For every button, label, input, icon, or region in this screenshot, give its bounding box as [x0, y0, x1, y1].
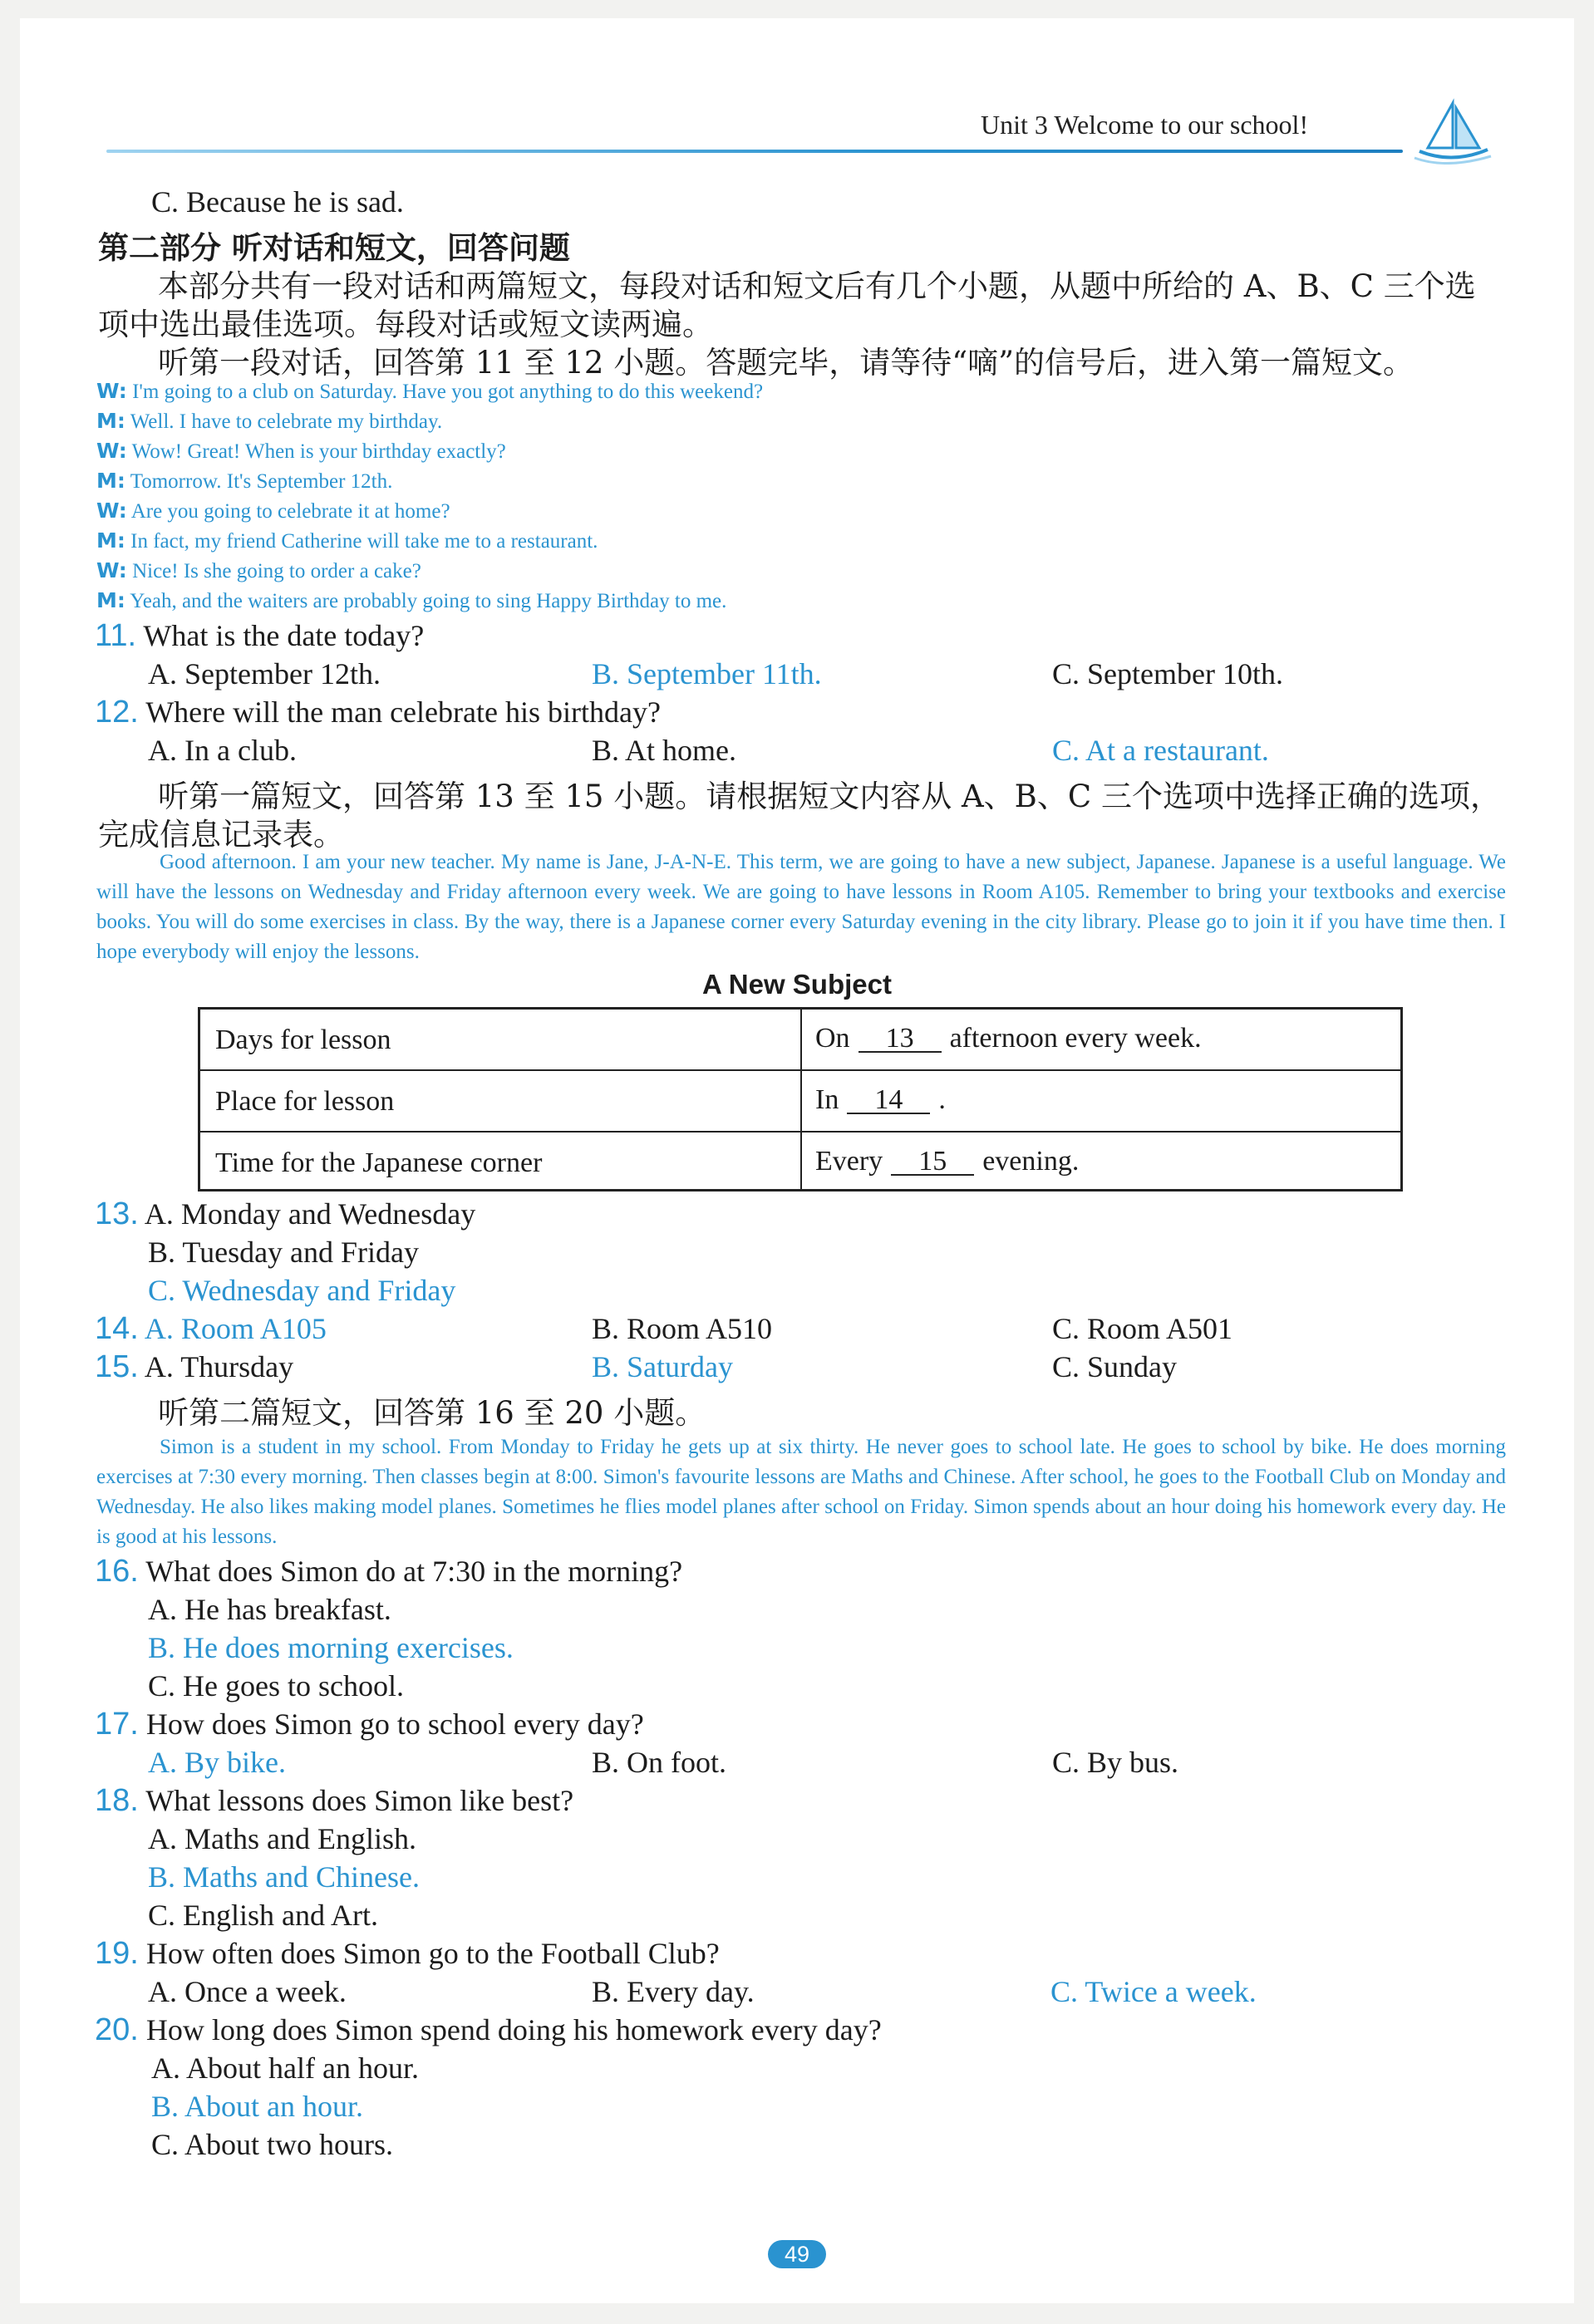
q17-option-c: C. By bus.: [1052, 1746, 1179, 1779]
blank-13[interactable]: 13: [858, 1026, 942, 1053]
q13-option-b: B. Tuesday and Friday: [148, 1236, 420, 1269]
prev-question-option-c: C. Because he is sad.: [151, 185, 404, 219]
dialogue-line: M: Well. I have to celebrate my birthday.: [96, 409, 443, 433]
q20-option-a: A. About half an hour.: [151, 2051, 419, 2085]
table-title: A New Subject: [702, 969, 892, 1000]
question-20: 20. How long does Simon spend doing his homework every day?: [95, 2012, 882, 2047]
q12-option-c-answer: C. At a restaurant.: [1052, 734, 1269, 767]
dialogue-line: W: Are you going to celebrate it at home?: [96, 499, 450, 523]
dialogue-line: W: Wow! Great! When is your birthday exactly?: [96, 439, 506, 463]
q14-option-a-answer: 14. A. Room A105: [95, 1311, 327, 1346]
q12-option-a: A. In a club.: [148, 734, 297, 767]
instruction-passage1-line1: 听第一篇短文，回答第 13 至 15 小题。请根据短文内容从 A、B、C 三个选项中选择正确的选项，: [158, 779, 1501, 814]
dialogue-line: M: Tomorrow. It's September 12th.: [96, 469, 393, 493]
q12-option-b: B. At home.: [592, 734, 737, 767]
passage-2-script: Simon is a student in my school. From Monday to Friday he gets up at six thirty. He never goes to school late. He goes to school by bike. He does morning exercises at 7:30 every morning. Then classes begin at 8:00. Simon's favourite lessons are Maths and Chinese. After school, he goes to the Football Club on Monday and Wednesday. He also likes making model planes. Sometimes he flies model planes after school on Friday. Simon spends about an hour doing his homework every day. He is good at his lessons.: [96, 1436, 1506, 1548]
blank-15[interactable]: 15: [891, 1149, 974, 1176]
dialogue-line: W: I'm going to a club on Saturday. Have you got anything to do this weekend?: [96, 379, 764, 403]
table-row: [200, 1071, 1400, 1133]
dialogue-line: M: In fact, my friend Catherine will take me to a restaurant.: [96, 528, 598, 553]
q14-option-c: C. Room A501: [1052, 1312, 1233, 1345]
question-11: 11. What is the date today?: [95, 618, 425, 653]
q11-option-a: A. September 12th.: [148, 657, 381, 690]
table-cell-value: In 14 .: [815, 1084, 946, 1115]
blank-14[interactable]: 14: [847, 1088, 930, 1114]
q17-option-b: B. On foot.: [592, 1746, 726, 1779]
q19-option-c-answer: C. Twice a week.: [1050, 1975, 1257, 2008]
q11-option-c: C. September 10th.: [1052, 657, 1283, 690]
question-18: 18. What lessons does Simon like best?: [95, 1783, 574, 1818]
sailboat-icon: [1413, 98, 1493, 165]
question-12: 12. Where will the man celebrate his birthday?: [95, 695, 661, 730]
table-cell-label: Days for lesson: [215, 1024, 391, 1055]
q16-option-c: C. He goes to school.: [148, 1669, 404, 1702]
table-cell-label: Time for the Japanese corner: [215, 1147, 543, 1178]
q19-option-a: A. Once a week.: [148, 1975, 347, 2008]
q16-option-b-answer: B. He does morning exercises.: [148, 1631, 514, 1664]
q15-option-b-answer: B. Saturday: [592, 1350, 733, 1383]
q20-option-b-answer: B. About an hour.: [151, 2090, 364, 2123]
table-cell-label: Place for lesson: [215, 1086, 395, 1117]
q15-option-c: C. Sunday: [1052, 1350, 1178, 1383]
instruction-passage2: 听第二篇短文，回答第 16 至 20 小题。: [158, 1395, 706, 1431]
section-intro-line2: 项中选出最佳选项。每段对话或短文读两遍。: [98, 307, 713, 342]
q14-option-b: B. Room A510: [592, 1312, 773, 1345]
dialogue-line: M: Yeah, and the waiters are probably going to sing Happy Birthday to me.: [96, 588, 727, 612]
page-number: 49: [768, 2240, 826, 2268]
q18-option-a: A. Maths and English.: [148, 1822, 416, 1855]
q13-option-a: 13. A. Monday and Wednesday: [95, 1196, 476, 1231]
q13-option-c-answer: C. Wednesday and Friday: [148, 1274, 456, 1307]
q17-option-a-answer: A. By bike.: [148, 1746, 286, 1779]
question-17: 17. How does Simon go to school every day?: [95, 1707, 644, 1742]
q20-option-c: C. About two hours.: [151, 2128, 394, 2161]
section-intro-line1: 本部分共有一段对话和两篇短文，每段对话和短文后有几个小题，从题中所给的 A、B、C 三个选: [158, 268, 1476, 304]
question-19: 19. How often does Simon go to the Football Club?: [95, 1936, 720, 1971]
unit-title: Unit 3 Welcome to our school!: [981, 110, 1309, 140]
instruction-dialogue: 听第一段对话，回答第 11 至 12 小题。答题完毕，请等待“嘀”的信号后，进入第一篇短文。: [158, 345, 1414, 381]
table-cell-value: On 13 afternoon every week.: [815, 1023, 1202, 1054]
header-rule: [106, 150, 1403, 153]
question-16: 16. What does Simon do at 7:30 in the morning?: [95, 1554, 683, 1589]
section-heading: 第二部分 听对话和短文，回答问题: [98, 230, 570, 266]
q15-option-a: 15. A. Thursday: [95, 1349, 294, 1384]
instruction-passage1-line2: 完成信息记录表。: [98, 817, 344, 852]
table-row: [200, 1133, 1400, 1191]
q18-option-b-answer: B. Maths and Chinese.: [148, 1860, 420, 1894]
q19-option-b: B. Every day.: [592, 1975, 755, 2008]
info-record-table: [198, 1007, 1403, 1191]
table-row: [200, 1010, 1400, 1071]
q16-option-a: A. He has breakfast.: [148, 1593, 391, 1626]
dialogue-line: W: Nice! Is she going to order a cake?: [96, 558, 421, 582]
q18-option-c: C. English and Art.: [148, 1899, 378, 1932]
q11-option-b-answer: B. September 11th.: [592, 657, 822, 690]
table-cell-value: Every 15 evening.: [815, 1146, 1080, 1177]
passage-1-script: Good afternoon. I am your new teacher. My name is Jane, J-A-N-E. This term, we are going to have a new subject, Japanese. Japanese is a useful language. We will have the lessons on Wednesday and Friday afternoon every week. We are going to have lessons in Room A105. Remember to bring your textbooks and exercise books. You will do some exercises in class. By the way, there is a Japanese corner every Saturday evening in the city library. Please go to join it if you have time then. I hope everybody will enjoy the lessons.: [96, 851, 1506, 963]
